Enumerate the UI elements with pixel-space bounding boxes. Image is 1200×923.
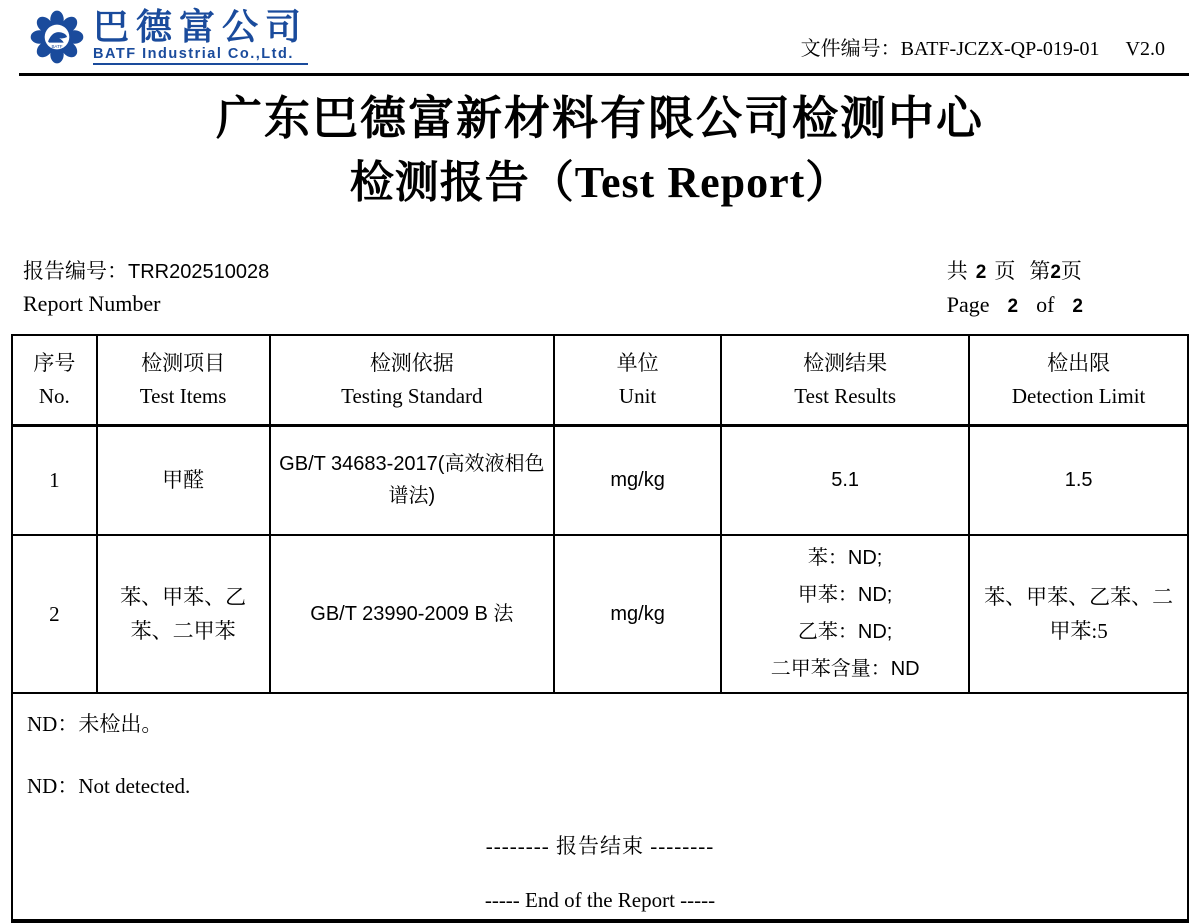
table-header-row <box>12 335 1188 425</box>
row1-item: 甲醛 <box>97 425 270 535</box>
table-row <box>12 425 1188 535</box>
page-unit-label2: 页 <box>1060 259 1082 283</box>
row2-item: 苯、甲苯、乙苯、二甲苯 <box>97 535 270 693</box>
row2-unit: mg/kg <box>554 535 721 693</box>
report-title: 检测报告（Test Report） <box>349 158 851 207</box>
page-en-total: 2 <box>1072 296 1083 317</box>
col-header-detection-limit: 检出限 Detection Limit <box>969 335 1188 425</box>
report-center-title: 广东巴德富新材料有限公司检测中心 <box>216 93 984 144</box>
row2-standard: GB/T 23990-2009 B 法 <box>270 535 555 693</box>
nd-note-en: ND：Not detected. <box>27 774 191 798</box>
test-results-table <box>11 334 1189 694</box>
col-header-standard: 检测依据 Testing Standard <box>270 335 555 425</box>
report-number-block <box>11 256 269 324</box>
doc-version: V2.0 <box>1125 38 1165 61</box>
report-number-value: TRR202510028 <box>128 261 270 283</box>
header-divider <box>19 73 1189 76</box>
col-header-results: 检测结果 Test Results <box>721 335 969 425</box>
page-info-block <box>947 256 1189 324</box>
result-benzene: 苯：ND; <box>807 547 883 569</box>
page-total-label: 共 <box>946 259 968 283</box>
page-en-of: of <box>1036 292 1055 317</box>
report-number-line-cn <box>23 256 269 287</box>
page-en-word: Page <box>946 292 990 317</box>
result-ethylbenzene: 乙苯：ND; <box>797 621 893 643</box>
report-number-label-en: Report Number <box>23 291 161 316</box>
company-name-en: BATF Industrial Co.,Ltd. <box>93 46 308 65</box>
document-header <box>11 6 1189 65</box>
row2-no: 2 <box>12 535 97 693</box>
svg-text:BATF: BATF <box>51 44 63 50</box>
col-header-no: 序号 No. <box>12 335 97 425</box>
row1-no: 1 <box>12 425 97 535</box>
page-info-cn <box>947 256 1101 288</box>
result-toluene: 甲苯：ND; <box>797 584 893 606</box>
col-header-unit: 单位 Unit <box>554 335 721 425</box>
row1-detection-limit: 1.5 <box>969 425 1188 535</box>
result-xylene: 二甲苯含量：ND <box>770 658 920 680</box>
row1-result: 5.1 <box>721 425 969 535</box>
page-current-label: 第 <box>1029 259 1051 283</box>
end-of-report-en: ----- End of the Report ----- <box>484 888 716 912</box>
row2-detection-limit: 苯、甲苯、乙苯、二甲苯:5 <box>969 535 1188 693</box>
page-en-current: 2 <box>1007 296 1019 317</box>
page-unit-label: 页 <box>994 259 1016 283</box>
batf-flower-logo-icon <box>29 9 85 65</box>
report-number-label-cn: 报告编号： <box>23 259 128 283</box>
logo-text <box>93 6 309 65</box>
doc-number-label: 文件编号： <box>800 38 901 61</box>
page-info-en <box>947 288 1101 324</box>
title-block <box>11 88 1189 216</box>
page-total-value: 2 <box>975 262 987 283</box>
report-meta-row <box>11 256 1189 324</box>
nd-note-cn: ND：未检出。 <box>27 712 163 736</box>
table-row <box>12 535 1188 693</box>
page-current-value: 2 <box>1050 262 1061 283</box>
company-logo <box>11 6 309 65</box>
doc-number-line <box>801 32 1189 65</box>
end-of-report-cn: -------- 报告结束 -------- <box>485 834 715 858</box>
notes-box <box>11 694 1189 923</box>
row2-results <box>721 535 969 693</box>
company-name-cn: 巴德富公司 <box>93 6 309 48</box>
row1-unit: mg/kg <box>554 425 721 535</box>
col-header-items: 检测项目 Test Items <box>97 335 270 425</box>
row1-standard: GB/T 34683-2017(高效液相色谱法) <box>270 425 555 535</box>
doc-number-value: BATF-JCZX-QP-019-01 <box>900 38 1100 61</box>
